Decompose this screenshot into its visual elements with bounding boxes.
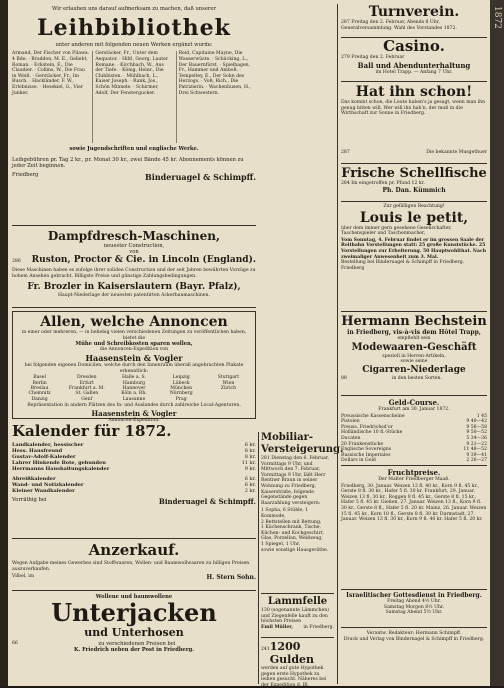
- lammfelle-ad: [261, 594, 334, 638]
- hermann-loc2: empfiehlt sein: [397, 336, 431, 341]
- lamm-firm: Emil Müller,: [261, 624, 293, 630]
- hermann-num: 88: [341, 375, 347, 381]
- geld-row: Dollars in Gold 2 26—27: [341, 458, 487, 464]
- dampf-text: Diese Maschinen haben es zufolge ihrer soliden Construction und der seit Jahren bewährten Vorzüge zu hohem Ansehen gebracht. Billigste Preise und günstige Zahlungsbedingungen.: [12, 268, 256, 279]
- city: Leipzig: [172, 375, 190, 381]
- louis-text2: Vom Sonntag, 4. Februar findet er im grossen Saale der Reitbahn Vorstellungen statt: 25 große Kunststücke. 25 Vorstellungen zur Erheiterung. 50 Hauptwohlthat. Nach zweimaliger Anwesenheit zum 3. Mal.: [341, 237, 487, 260]
- mob-item: sowie sonstige Hausgeräthe.: [261, 547, 329, 553]
- israel-title: Israelitischer Gottesdienst in Friedberg.: [346, 592, 482, 599]
- leih-terms: Leihgebühren pr. Tag 2 kr., pr. Monat 30 kr., zwei Bände 45 kr. Abonnements können zu jeder Zeit beginnen.: [12, 156, 244, 169]
- leih-place: Friedberg: [12, 172, 39, 179]
- leih-title: Leihbibliothek: [37, 15, 231, 42]
- city: Basel: [33, 375, 46, 381]
- city: Lausanne: [122, 396, 146, 402]
- schell-firm: Ph. Dan. Kümmich: [382, 186, 446, 194]
- turnverein-ad: [341, 4, 487, 38]
- leih-books-col3: Reid, Capitaine Mayne, Die Wasserwüste. · Schücking, L., Der Bauernfürst. · Spielhagen, Fr., Hammer und Amboß. · Tempeltey, E., Der Sohn des Herzogs. · Voß, Rich., Die Patrizierin. · Wachenhusen, H., Drei Schwestern.: [176, 51, 256, 143]
- unterj-title: Unterjacken: [51, 598, 217, 628]
- kalender-item: Kleiner Wandkalender 2 kr.: [12, 488, 256, 494]
- dampf-agent: Fr. Brozler in Kaiserslautern (Bayr. Pfalz),: [27, 281, 241, 292]
- mob-item: 1 Spiegel, 1 Uhr,: [261, 541, 301, 547]
- geld-course: [341, 396, 487, 466]
- kalender-item: Wand- und Notizkalender 6 kr.: [12, 482, 256, 488]
- middle-column: [258, 432, 344, 688]
- footer-line2: Druck und Verlag von Bindernagel & Schimpff in Friedberg.: [343, 636, 485, 642]
- city: Stuttgart: [217, 375, 240, 381]
- kalender-item: Gustav-Adolf-Kalender 8 kr.: [12, 454, 256, 460]
- city: Breslau: [30, 385, 49, 391]
- geld-sub: Frankfurt am 30. Januar 1872.: [378, 407, 450, 412]
- city: Berlin: [32, 380, 47, 386]
- gulden-title: 1200 Gulden: [269, 640, 315, 666]
- israel-line: Samstag Abend 5½ Uhr.: [385, 610, 443, 616]
- page-footer: [341, 628, 487, 642]
- leih-intro: Wir erlauben uns darauf aufmerksam zu machen, daß unserer: [52, 6, 216, 12]
- louis-pre: Zur gefälligen Beachtung!: [383, 204, 445, 209]
- mob-text: Dienstag den 6. Februar, Vormittags 9 Uhr, und Mittwoch den 7. Februar, Vormittags 9 Uhr, läßt Herr Rentner Braun in seiner Wohnung zu Friedberg, Kaiserstraße, folgende Gegenstände gegen Baarzahlung versteigern:: [261, 456, 329, 506]
- geld-row: Englische Sovereigns 11 48—52: [341, 447, 487, 453]
- annoncen-text3: bei folgenden eigenen Domicilen, welche durch den Innenraum überall angebrachten Plakate erkenntlich:: [24, 362, 244, 374]
- city: München: [170, 385, 193, 391]
- city: St. Gallen: [75, 391, 99, 397]
- anzerkauf-title: Anzerkauf.: [88, 541, 180, 559]
- city: Wien: [222, 380, 235, 386]
- casino-title: Casino.: [383, 37, 445, 55]
- kalender-ad: [12, 419, 256, 539]
- geld-row: Preuss. Friedrichsd'or 9 56—58: [341, 424, 487, 430]
- book-spine: [0, 0, 8, 686]
- annoncen-text2: die Annoncen-Expedition von: [99, 347, 169, 353]
- hermann-loc: in Friedberg, vis-à-vis dem Hôtel Trapp,: [347, 329, 481, 336]
- turn-title: Turnverein.: [368, 4, 460, 20]
- anzerkauf-text: Wegen Aufgabe meines Gewerbes sind Stoffwaaren, Wollen- und Baumwollwaaren zu billigen Preisen auszuverkaufen.: [12, 561, 250, 572]
- lamm-title: Lammfelle: [267, 596, 328, 607]
- unterj-num: 66: [12, 641, 18, 647]
- adjacent-year: 1872: [492, 6, 502, 29]
- city: Danzig: [31, 396, 48, 402]
- unterjacken-ad: [12, 591, 256, 681]
- israel-line: Freitag Abend 4½ Uhr.: [387, 599, 441, 604]
- annoncen-emph: Mühe und Schreibkosten sparen wollen,: [75, 341, 193, 348]
- annoncen-text1: in einer oder mehreren, — in beliebig vielen verschiedenen Zeitungen zu veröffentlichen haben, bietet die: [21, 330, 247, 341]
- louis-ad: [341, 202, 487, 312]
- dampf-sub: neuester Construction,: [103, 243, 165, 249]
- kalender-item: Abreißkalender 6 kr.: [12, 476, 256, 482]
- geld-row: Pistolen 9 40—42: [341, 419, 487, 425]
- dampf-maker: Ruston, Proctor & Cie. in Lincoln (England).: [31, 255, 256, 266]
- lamm-place: in Friedberg.: [303, 624, 334, 630]
- hermann-spec: speziell in Herren-Artikeln,: [382, 353, 446, 359]
- footer-line1: Verantw. Redakteur: Hermann Schimpff.: [366, 631, 462, 636]
- leih-more: sowie Jugendschriften und englische Werke.: [69, 146, 199, 153]
- mob-num: 281: [261, 456, 270, 461]
- annoncen-title: Allen, welche Annoncen: [40, 314, 228, 330]
- geld-title: Geld-Course.: [388, 398, 440, 407]
- city: Nürnberg: [169, 391, 193, 397]
- unterj-firm: K. Friedrich neben der Post in Friedberg.: [73, 647, 195, 654]
- hermann-cigar: Cigarren-Niederlage: [362, 364, 466, 375]
- frucht-text: Friedberg, 30. Januar. Weizen 13 fl. 40 kr., Korn 9 fl. 45 kr., Gerste 8 fl. 30 kr., Hafer 5 fl. 30 kr. Frankfurt, 29. Januar. Weizen 13 fl. 30 kr., Roggen 9 fl. 45 kr., Gerste 8 fl. 15 kr., Hafer 5 fl. 45 kr. Gießen, 27. Januar. Weizen 13 fl., Korn 9 fl. 30 kr., Gerste 8 fl., Hafer 5 fl. 20 kr. Mainz, 26. Januar. Weizen 15 fl. 45 kr., Korn 10 fl., Gerste 8 fl. 30 kr. Darmstadt, 27. Januar. Weizen 13 fl. 30 kr., Korn 9 fl. 40 kr. Hafer 5 fl. 20 kr.: [341, 483, 487, 523]
- city: [205, 397, 252, 402]
- hat-text: Das kommt schon, die Leute haben's ja gesagt, wenn man ihn genug bitten will. Wer will ihn hab'n, der muß in die Wirthschaft zur Sonne in Friedberg.: [341, 100, 486, 117]
- gulden-text: werden auf gute Hypothek gegen erste Hypothek zu leihen gesucht. Näheres bei der Expedition d. Bl.: [261, 666, 327, 688]
- lamm-num: 130: [261, 608, 270, 613]
- dampf-num: 286: [12, 259, 21, 265]
- annoncen-firm2: Haasenstein & Vogler: [91, 408, 177, 418]
- casino-text: Freitag den 2. Februar: [351, 55, 405, 60]
- dampf-title: Dampfdresch-Maschinen,: [47, 229, 221, 243]
- anzerkauf-ad: [12, 539, 256, 591]
- kalender-vorraethig: Vorräthig bei: [12, 497, 47, 503]
- city: Zürich: [220, 385, 237, 391]
- louis-text1: über dem immer gern gesehene Gesellschafter, Taschenspieler und Taschenmacher,: [341, 225, 452, 237]
- city: Dresden: [77, 375, 97, 381]
- dampf-agent-sub: Haupt-Niederlage der neuesten patentirten Ackerbaumaschinen.: [58, 292, 210, 298]
- schell-title: Frische Schellfische: [341, 166, 487, 181]
- frucht-title: Fruchtpreise.: [387, 468, 441, 477]
- gulden-ad: [261, 638, 334, 688]
- hermann-title: Hermann Bechstein: [341, 314, 487, 329]
- city: Hamburg: [122, 380, 146, 386]
- geld-row: 20 Frankenstücke 9 21—22: [341, 441, 487, 447]
- mob-item: 1 Sopha, 6 Stühle, 1 Kommode,: [261, 508, 309, 519]
- geld-row: Preussische Kassenscheine 1 45: [341, 413, 487, 419]
- anzerkauf-firm: H. Stern Sohn.: [206, 574, 256, 582]
- leih-firm: Binderuagel & Schimpff.: [145, 172, 256, 183]
- dampf-von: von: [129, 249, 139, 256]
- schellfische-ad: [341, 164, 487, 202]
- unterj-line: zu verschiedenen Preisen bei: [98, 641, 176, 648]
- annoncen-ad: [12, 311, 256, 423]
- unterj-sub: und Unterhosen: [84, 626, 184, 640]
- mob-item: 2 Bettstellen mit Bettung,: [261, 519, 322, 525]
- mob-item: Glas, Porzellan, Weißzeug,: [261, 536, 323, 542]
- kalender-item: Hess. Hausfreund 8 kr.: [12, 448, 256, 454]
- geld-row: Ducaten 5 34—36: [341, 435, 487, 441]
- hat-num: 287: [341, 150, 350, 155]
- turn-num: 287: [341, 20, 350, 25]
- annoncen-footer: Repräsentation in andern Plätzen des In- und Auslandes durch zahlreiche Local-Agenturen.: [27, 403, 241, 409]
- left-column: [12, 4, 256, 684]
- casino-ball: Ball und Abendunterhaltung: [357, 60, 471, 70]
- leih-books-col2: Gerstäcker, Fr., Unter dem Aequator. · Hiltl, Georg, Lauter Romane. · Kirchbach, W., Aus der Tiefe. · König, Heinr., Die Clubbisten. · Mühlbach, L., Kaiser Joseph. · Rank, Jos., Schön Minnele. · Schirmer, Adolf, Der Fenstergucker.: [92, 51, 172, 143]
- geld-row: Russische Imperiales 9 39—41: [341, 452, 487, 458]
- mobiliar-ad: [261, 432, 344, 594]
- kalender-item: Lahrer Hinkende Bote, gebunden 11 kr.: [12, 460, 256, 466]
- hermann-also: sowie seine: [400, 359, 428, 365]
- hermann-cigar-sub: in den besten Sorten.: [391, 375, 442, 381]
- city: Lübeck: [172, 380, 190, 386]
- city: Halle a. S.: [122, 375, 146, 381]
- city: Köln a. Rh.: [121, 391, 147, 397]
- hermann-shop: Modewaaren-Geschäft: [351, 341, 477, 353]
- city: Genf: [81, 396, 93, 402]
- kalender-item: Herrmanns Haushaltungskalender 9 kr.: [12, 466, 256, 472]
- mob-title: Mobiliar-Versteigerung.: [261, 432, 344, 455]
- adjacent-page-edge: [490, 0, 504, 686]
- turn-text: Freitag den 2. Februar, Abends 8 Uhr, Generalversammlung. Wahl des Vorstandes 1872.: [341, 20, 457, 31]
- anzerkauf-place: Vilbel, im: [12, 574, 35, 580]
- hat-ihn-ad: [341, 82, 487, 164]
- fruchtpreise: [341, 466, 487, 590]
- israel-line: Samstag Morgen 8½ Uhr.: [383, 604, 445, 610]
- casino-ball-sub: im Hotel Trapp. — Anfang 7 Uhr.: [375, 69, 453, 75]
- city: Prag: [175, 396, 187, 402]
- unterj-pre: Wollene und baumwollene: [95, 594, 173, 600]
- gulden-num: 241: [261, 647, 270, 652]
- kalender-title: Kalender für 1872.: [12, 422, 172, 440]
- kalender-item: Landkalender, hessischer 6 kr.: [12, 442, 256, 448]
- israel-gottesdienst: [341, 590, 487, 628]
- frucht-sub: Der Malter Friedberger Maaß.: [378, 477, 450, 482]
- right-column: [337, 4, 487, 684]
- leihbibliothek-ad: [12, 6, 256, 226]
- hermann-bechstein-ad: [341, 312, 487, 396]
- city: Erfurt: [79, 380, 94, 386]
- louis-title: Louis le petit,: [359, 209, 469, 226]
- louis-place: Friedberg: [341, 265, 365, 271]
- schell-num: 284: [341, 181, 350, 186]
- city: Chemnitz: [28, 391, 51, 397]
- hat-title: Hat ihn schon!: [355, 84, 473, 100]
- city: Hannover: [122, 385, 146, 391]
- lamm-text: (sogenannte Lämmchen) und Ziegenfelle kauft zu den höchsten Preisen: [261, 608, 329, 625]
- annoncen-firm: Haasenstein & Vogler: [85, 352, 183, 363]
- louis-text3: Bestellung bei Binderuagel & Schimpff in Friedberg.: [341, 260, 465, 266]
- geld-row: Holländische 10 fl.-Stücke 9 50—52: [341, 430, 487, 436]
- hat-sig: Die bekannte Musgethuer: [426, 150, 487, 155]
- schell-text: Im eingetroffen pr. Pfund 12 kr.: [351, 181, 425, 186]
- casino-num: 279: [341, 55, 350, 60]
- leih-books-col1: Armand, Der Fischer von Pilawa. 4 Bde. · Braddon, M. E., Geliebt, Roman. · Eckstein, E., Die Claudier. · Collins, W., Die Frau in Weiß. · Gerstäcker, Fr., Im Busch. · Hackländer, F. W., Erlebnisse. · Hesekiel, G., Vier Junker.: [12, 51, 90, 96]
- dampfdresch-ad: [12, 226, 256, 308]
- mob-item: 1 Küchenschrank, Tische,: [261, 525, 321, 531]
- city: Frankfurt a. M.: [68, 385, 105, 391]
- mob-item: Küchen- und Kochgeschirr,: [261, 530, 324, 536]
- annoncen-firm2-sub: Annoncen-Expedition.: [108, 417, 160, 423]
- kalender-firm: Binderuagel & Schimpff.: [158, 497, 256, 506]
- casino-ad: [341, 38, 487, 82]
- leih-subtitle: unter anderen mit folgenden neuen Werken ergänzt wurde:: [55, 42, 213, 49]
